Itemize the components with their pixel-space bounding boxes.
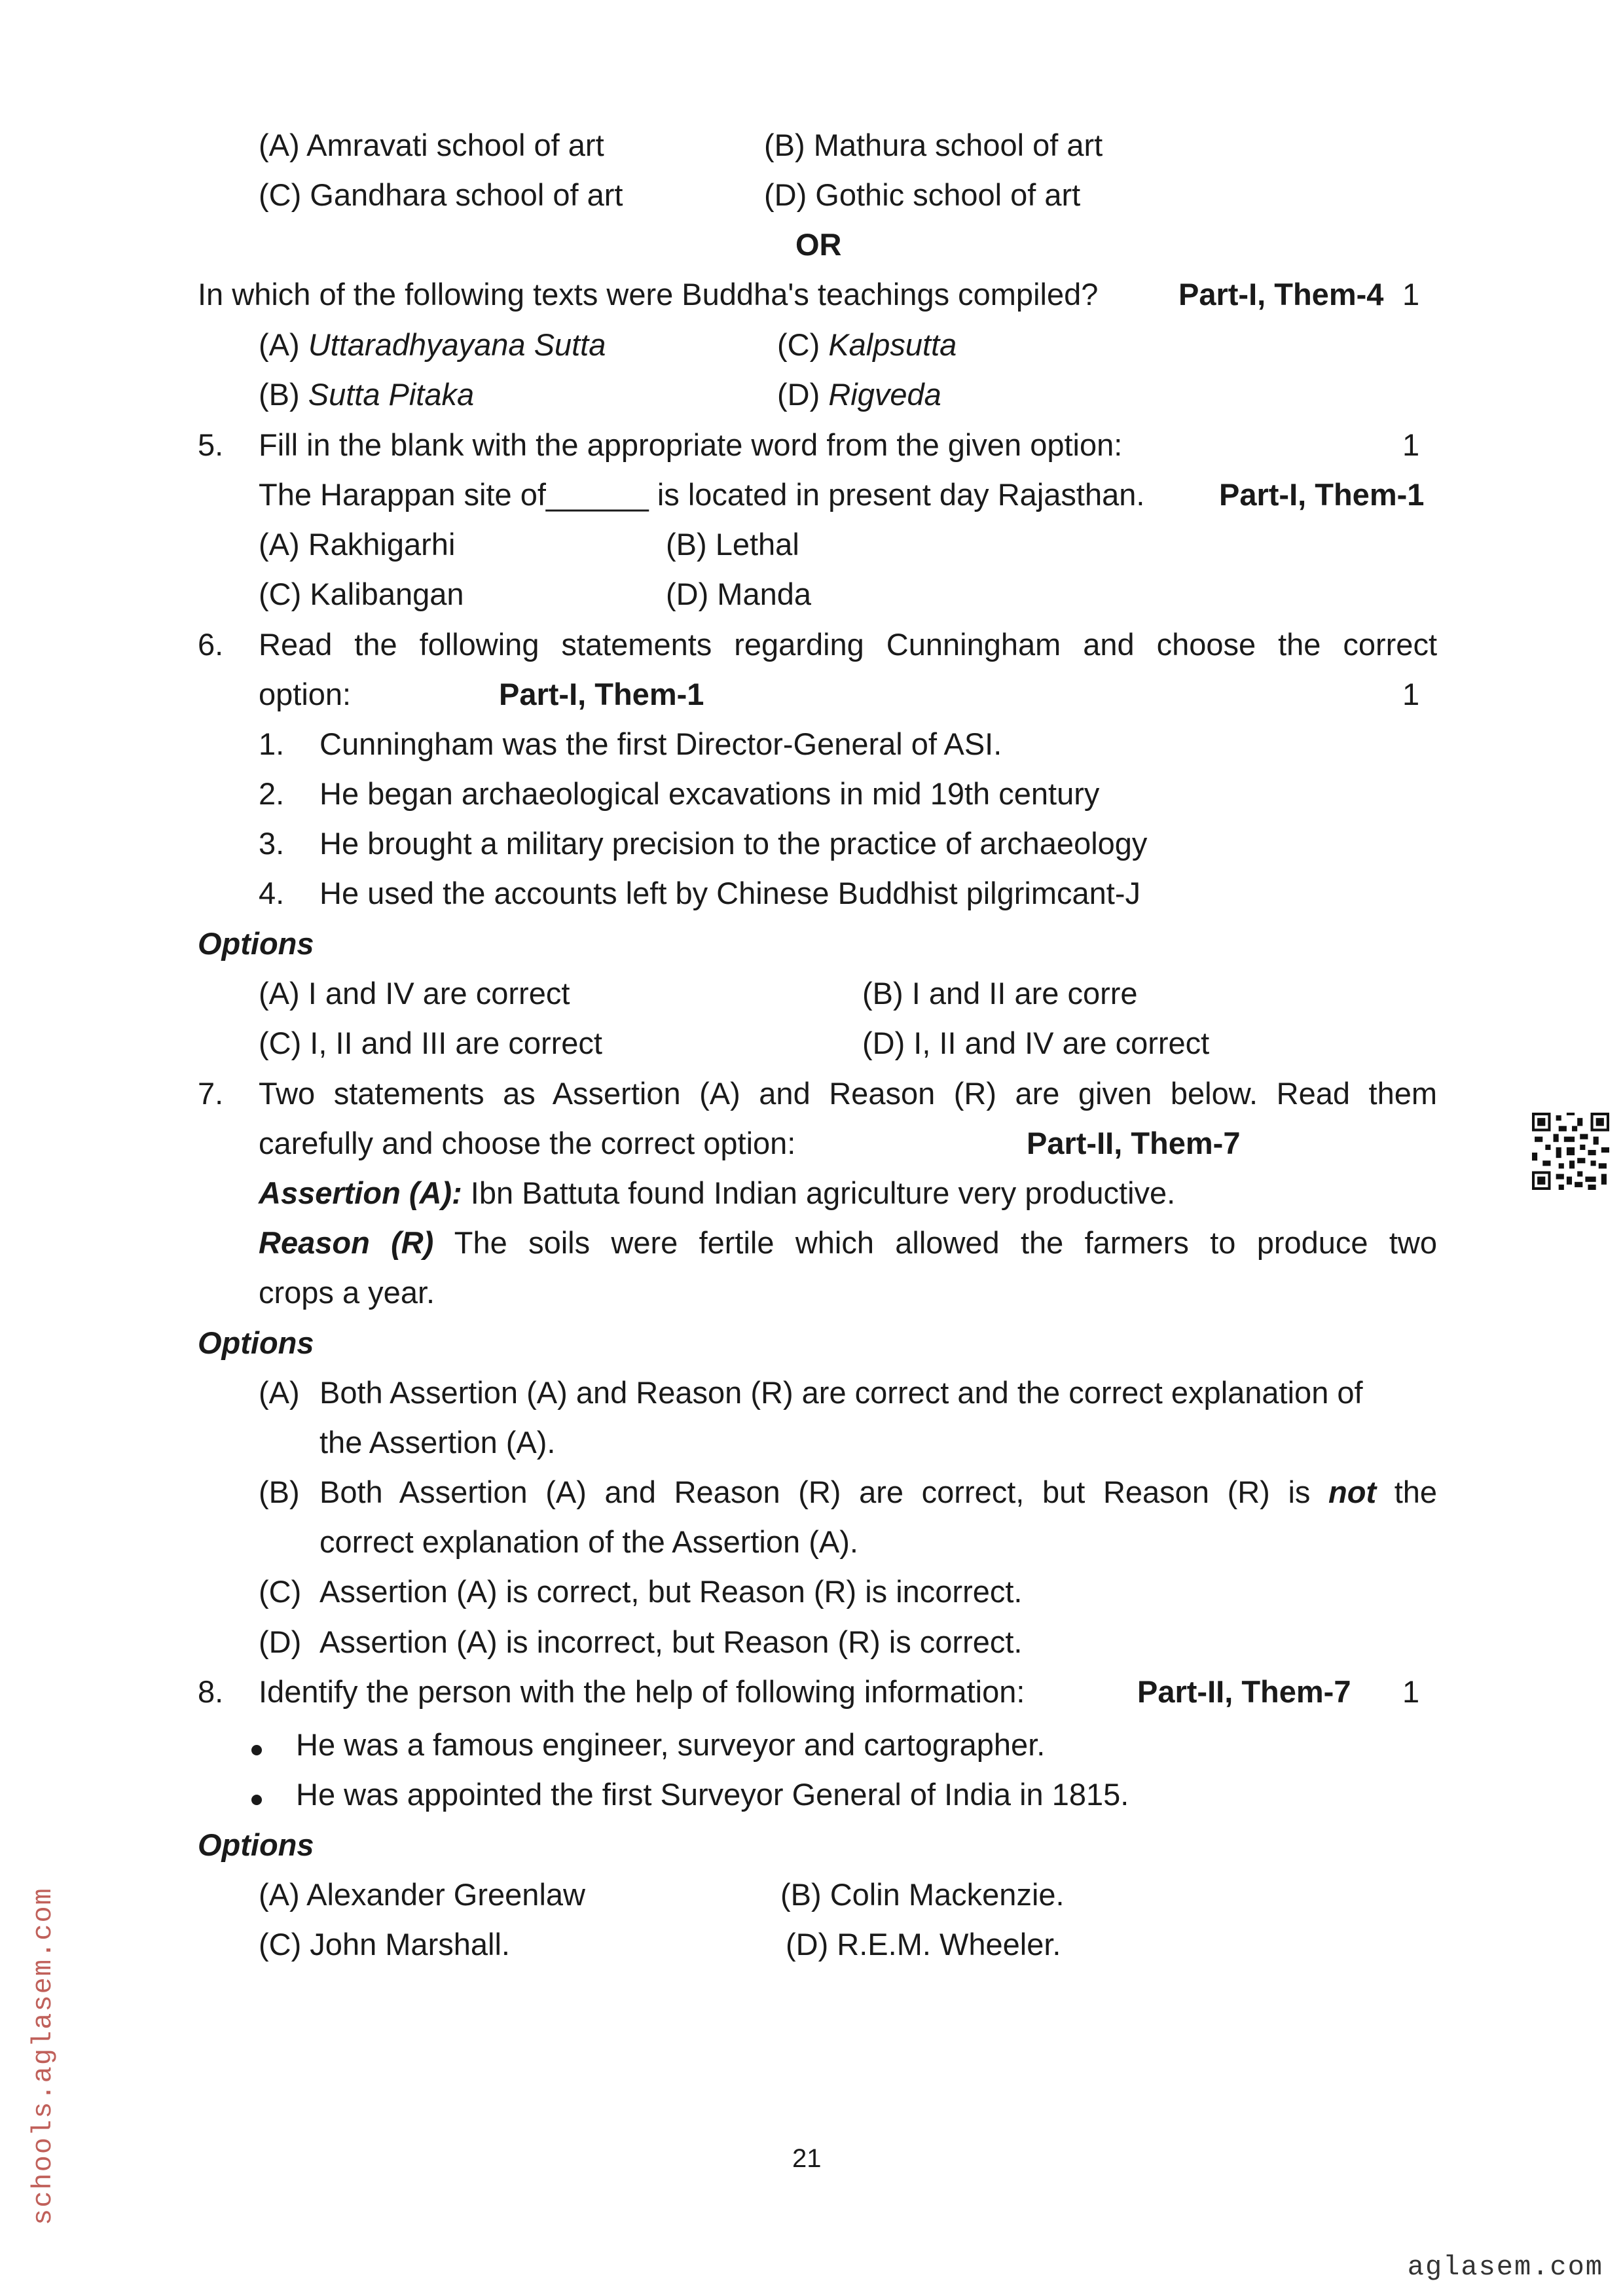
- q7-option-a-line1: Both Assertion (A) and Reason (R) are correct and the correct explanation of: [319, 1375, 1363, 1410]
- q5-option-b: (B) Lethal: [666, 527, 799, 562]
- q7-option-b-line2: correct explanation of the Assertion (A).: [319, 1524, 858, 1559]
- q6-item-text: He used the accounts left by Chinese Buddhist pilgrimcant-J: [319, 876, 1140, 910]
- q6-item-text: He brought a military precision to the practice of archaeology: [319, 826, 1148, 861]
- q5-number: 5.: [198, 427, 224, 462]
- q7-option-b-label: (B): [259, 1475, 300, 1509]
- q6-number: 6.: [198, 627, 224, 662]
- q7-option-a-line2: the Assertion (A).: [319, 1425, 556, 1460]
- q5-ref: Part-I, Them-1: [1219, 477, 1425, 512]
- q6-option-a: (A) I and IV are correct: [259, 976, 570, 1011]
- q7-reason-line2: crops a year.: [259, 1275, 435, 1310]
- q7-question-line2: carefully and choose the correct option:: [259, 1126, 796, 1160]
- q6-marks: 1: [1402, 677, 1420, 711]
- q6-item-text: He began archaeological excavations in mid 19th century: [319, 776, 1100, 811]
- q8-option-d: (D) R.E.M. Wheeler.: [786, 1927, 1061, 1962]
- q7-option-a-label: (A): [259, 1375, 300, 1410]
- q5-statement: The Harappan site of______ is located in present day Rajasthan.: [259, 477, 1145, 512]
- q4-alt-option-a: (A) Uttaradhyayana Sutta: [259, 327, 606, 362]
- q5-option-a: (A) Rakhigarhi: [259, 527, 456, 562]
- q7-options-label: Options: [198, 1325, 314, 1360]
- q4-option-a: (A) Amravati school of art: [259, 128, 604, 162]
- q4-alt-marks: 1: [1402, 277, 1420, 312]
- q6-option-b: (B) I and II are corre: [862, 976, 1138, 1011]
- page-number: 21: [792, 2144, 822, 2173]
- q6-item-number: 1.: [259, 726, 285, 761]
- q8-option-c: (C) John Marshall.: [259, 1927, 510, 1962]
- q6-question-line2: option:: [259, 677, 352, 711]
- q4-alt-option-b: (B) Sutta Pitaka: [259, 377, 475, 412]
- q6-question-line1: Read the following statements regarding Cunningham and choose the correct: [259, 627, 1437, 662]
- q5-option-d: (D) Manda: [666, 577, 812, 611]
- q8-marks: 1: [1402, 1674, 1420, 1709]
- q4-option-d: (D) Gothic school of art: [764, 177, 1081, 212]
- q4-alt-option-d: (D) Rigveda: [777, 377, 941, 412]
- q6-item-number: 2.: [259, 776, 285, 811]
- q7-option-c-label: (C): [259, 1574, 302, 1609]
- q5-option-c: (C) Kalibangan: [259, 577, 464, 611]
- q4-alt-ref: Part-I, Them-4: [1178, 277, 1384, 312]
- q5-question: Fill in the blank with the appropriate word from the given option:: [259, 427, 1123, 462]
- q6-option-c: (C) I, II and III are correct: [259, 1026, 602, 1060]
- q7-option-c-text: Assertion (A) is correct, but Reason (R) is incorrect.: [319, 1574, 1023, 1609]
- q4-alt-option-c: (C) Kalpsutta: [777, 327, 957, 362]
- q8-question: Identify the person with the help of following information:: [259, 1674, 1025, 1709]
- q6-ref: Part-I, Them-1: [499, 677, 704, 711]
- q6-item-number: 4.: [259, 876, 285, 910]
- q7-question-line1: Two statements as Assertion (A) and Reason (R) are given below. Read them: [259, 1076, 1438, 1111]
- q8-option-b: (B) Colin Mackenzie.: [780, 1877, 1065, 1912]
- q7-option-d-label: (D): [259, 1624, 302, 1659]
- bullet-icon: [251, 1795, 262, 1805]
- q4-alt-question: In which of the following texts were Buddha's teachings compiled?: [198, 277, 1099, 312]
- q6-item-text: Cunningham was the first Director-General of ASI.: [319, 726, 1002, 761]
- q7-option-d-text: Assertion (A) is incorrect, but Reason (R) is correct.: [319, 1624, 1023, 1659]
- q7-ref: Part-II, Them-7: [1027, 1126, 1241, 1160]
- q8-bullet-text: He was a famous engineer, surveyor and cartographer.: [296, 1727, 1046, 1762]
- q6-item-number: 3.: [259, 826, 285, 861]
- q7-number: 7.: [198, 1076, 224, 1111]
- q7-assertion: Assertion (A): Ibn Battuta found Indian agriculture very productive.: [259, 1175, 1176, 1210]
- q8-number: 8.: [198, 1674, 224, 1709]
- bullet-icon: [251, 1745, 262, 1755]
- q4-option-c: (C) Gandhara school of art: [259, 177, 623, 212]
- q4-option-b: (B) Mathura school of art: [764, 128, 1103, 162]
- q8-ref: Part-II, Them-7: [1137, 1674, 1351, 1709]
- q7-reason-line1: Reason (R) The soils were fertile which allowed the farmers to produce two: [259, 1225, 1437, 1260]
- q5-marks: 1: [1402, 427, 1420, 462]
- q8-option-a: (A) Alexander Greenlaw: [259, 1877, 585, 1912]
- q7-option-b-line1: Both Assertion (A) and Reason (R) are correct, but Reason (R) is not the: [319, 1475, 1438, 1509]
- q8-bullet-text: He was appointed the first Surveyor General of India in 1815.: [296, 1777, 1129, 1812]
- or-label: OR: [795, 227, 842, 262]
- q8-options-label: Options: [198, 1827, 314, 1862]
- watermark-right: aglasem.com: [1407, 2251, 1603, 2283]
- q6-option-d: (D) I, II and IV are correct: [862, 1026, 1210, 1060]
- q6-options-label: Options: [198, 926, 314, 961]
- watermark-left: schools.aglasem.com: [27, 1887, 59, 2225]
- qr-code-icon: [1532, 1113, 1609, 1190]
